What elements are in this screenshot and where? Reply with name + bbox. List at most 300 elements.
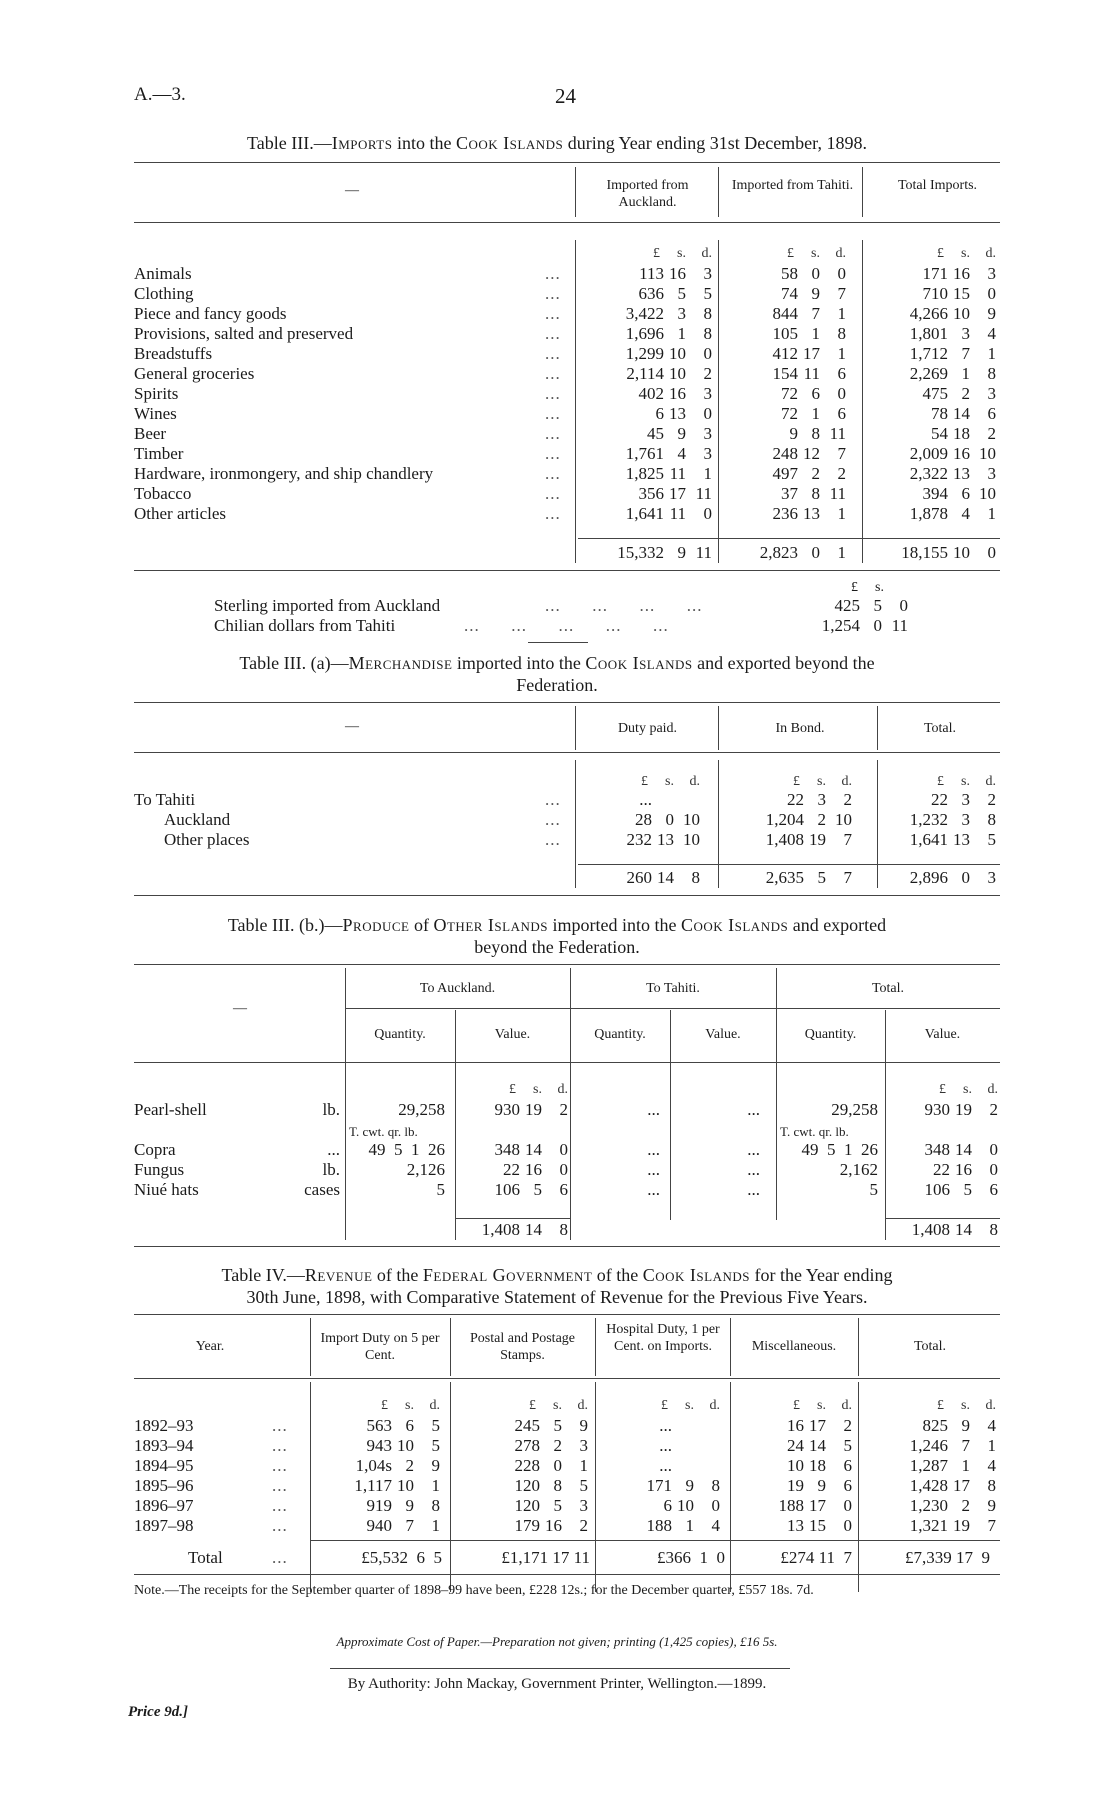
total-pounds: 2,269 [909, 364, 948, 383]
table4-currency-pound-sign: £ [661, 1398, 668, 1413]
miscellaneous-pounds: 10 [787, 1456, 804, 1475]
tahiti-pounds: 74 [781, 284, 798, 303]
hospital-duty-pence: 0 [711, 1496, 720, 1515]
hospital-duty-pounds: ... [659, 1416, 672, 1435]
auckland-pence: 2 [703, 364, 712, 383]
row-label: Animals [134, 264, 192, 283]
table4-currency-shilling-sign: s. [817, 1398, 826, 1413]
tahiti-shillings: 0 [811, 264, 820, 283]
table3b-currency-pound-sign: £ [509, 1082, 516, 1097]
total-value-pounds: 106 [924, 1180, 950, 1199]
total-pounds: 1,230 [909, 1496, 948, 1515]
in-bond-pence: 10 [835, 810, 852, 829]
total-pence: 8 [987, 1476, 996, 1495]
total-shillings: 13 [953, 464, 970, 483]
total-value-shillings: 14 [955, 1140, 972, 1159]
unit: lb. [322, 1100, 340, 1119]
table3b-auckland-val: Value. [494, 1027, 531, 1042]
auckland-shillings: 11 [669, 464, 686, 483]
auckland-shillings: 13 [669, 404, 686, 423]
miscellaneous-pence: 6 [843, 1476, 852, 1495]
auckland-value-pounds: 22 [503, 1160, 520, 1179]
leader-dots: ... [545, 264, 561, 283]
hospital-duty-shillings: 9 [685, 1476, 694, 1495]
year-label: 1895–96 [134, 1476, 194, 1495]
total-pence: 4 [987, 1456, 996, 1475]
table-row [0, 344, 1114, 364]
leader-dots: ... [272, 1456, 288, 1475]
table3a-currency-pound-sign: £ [641, 774, 648, 789]
import-duty-pounds: 563 [366, 1416, 392, 1435]
auckland-value-pence: 6 [559, 1180, 568, 1199]
auckland-quantity: 29,258 [398, 1100, 445, 1119]
auckland-total-pounds: 15,332 [617, 543, 664, 562]
table4-vrule [450, 1318, 451, 1376]
auckland-value-pence: 0 [559, 1160, 568, 1179]
table3-vrule [718, 167, 719, 217]
table3b-col-auckland: To Auckland. [419, 981, 496, 996]
in-bond-pounds: 1,408 [765, 830, 804, 849]
table3-top-rule [134, 162, 1000, 163]
year-label: 1896–97 [134, 1496, 194, 1515]
auckland-quantity: 2,126 [406, 1160, 445, 1179]
total-pounds: 1,712 [909, 344, 948, 363]
auckland-value-shillings: 5 [533, 1180, 542, 1199]
auckland-quantity: 49 5 1 26 [368, 1140, 445, 1159]
leader-dots: ... [545, 324, 561, 343]
grand-total-pounds: 2,896 [909, 868, 948, 887]
table-row [0, 424, 1114, 444]
table-row [0, 1456, 1114, 1476]
total-pence: 4 [987, 1416, 996, 1435]
tahiti-pence: 0 [837, 264, 846, 283]
miscellaneous-pounds: 13 [787, 1516, 804, 1535]
table3a-currency-row [0, 772, 1114, 792]
duty-paid-shillings: 0 [665, 810, 674, 829]
postal-pence: 1 [579, 1456, 588, 1475]
in-bond-shillings: 2 [817, 810, 826, 829]
tahiti-pence: 7 [837, 444, 846, 463]
total-value-total-pence: 8 [989, 1220, 998, 1239]
leader-dots: ... [545, 810, 561, 829]
table3b-top-rule [134, 964, 1000, 965]
import-duty-pence: 9 [431, 1456, 440, 1475]
auckland-pounds: 1,299 [625, 344, 664, 363]
postal-pence: 3 [579, 1436, 588, 1455]
auckland-pounds: 1,696 [625, 324, 664, 343]
auckland-value-total-shillings: 14 [525, 1220, 542, 1239]
leader-dots: ... [272, 1436, 288, 1455]
duty-total-pounds: 260 [626, 868, 652, 887]
total-shillings: 3 [961, 324, 970, 343]
total-value-total-shillings: 14 [955, 1220, 972, 1239]
tahiti-shillings: 11 [803, 364, 820, 383]
import-duty-shillings: 2 [405, 1456, 414, 1475]
total-pence: 7 [987, 1516, 996, 1535]
table3b-currency-row [0, 1080, 1114, 1100]
leader-dots: ... [545, 790, 561, 809]
in-bond-shillings: 19 [809, 830, 826, 849]
total-pence: 3 [987, 384, 996, 403]
table3b-total-row [0, 1220, 1114, 1240]
total-value-shillings: 5 [963, 1180, 972, 1199]
year-label: 1893–94 [134, 1436, 194, 1455]
auckland-pence: 3 [703, 264, 712, 283]
postal-shillings: 2 [553, 1436, 562, 1455]
table4-col-import: Import Duty on 5 per Cent. [320, 1331, 440, 1363]
table4-title-line2: 30th June, 1898, with Comparative Statement of Revenue for the Previous Five Years. [246, 1287, 868, 1307]
total-value-pounds: 22 [933, 1160, 950, 1179]
document-reference: A.—3. [134, 84, 186, 105]
leader-dots: ... [272, 1516, 288, 1535]
unit: lb. [322, 1160, 340, 1179]
postal-pounds: 120 [514, 1496, 540, 1515]
row-label: Tobacco [134, 484, 192, 503]
table3b-total-qty: Quantity. [804, 1027, 857, 1042]
row-label: Hardware, ironmongery, and ship chandlery [134, 464, 434, 483]
table3b-total-rule [885, 1218, 1000, 1219]
total-pence: 10 [979, 444, 996, 463]
tahiti-shillings: 7 [811, 304, 820, 323]
table3b-currency-pound-sign: £ [939, 1082, 946, 1097]
import-duty-shillings: 9 [405, 1496, 414, 1515]
total-value-pence: 6 [989, 1180, 998, 1199]
grand-total-pounds: 18,155 [901, 543, 948, 562]
tahiti-shillings: 1 [811, 324, 820, 343]
total-pounds: 1,428 [909, 1476, 948, 1495]
table4-currency-pence-sign: d. [841, 1398, 852, 1413]
hospital-duty-shillings: 10 [677, 1496, 694, 1515]
auckland-pence: 1 [703, 464, 712, 483]
total-shillings: 15 [953, 284, 970, 303]
table3b-auckland-qty: Quantity. [374, 1027, 426, 1042]
import-duty-pounds: 943 [366, 1436, 392, 1455]
import-duty-pounds: 940 [366, 1516, 392, 1535]
tahiti-pence: 11 [829, 424, 846, 443]
total-value-pounds: 930 [924, 1100, 950, 1119]
auckland-value-pounds: 930 [494, 1100, 520, 1119]
total-pounds: 710 [922, 284, 948, 303]
row-label: General groceries [134, 364, 255, 383]
tahiti-pence: 6 [837, 404, 846, 423]
total-pence: 8 [987, 364, 996, 383]
table3-currency-pence-sign: d. [701, 246, 712, 261]
table3b-total-val: Value. [924, 1027, 961, 1042]
miscellaneous-shillings: 18 [809, 1456, 826, 1475]
tahiti-shillings: 6 [811, 384, 820, 403]
tahiti-quantity: ... [647, 1160, 660, 1179]
unit: cases [304, 1180, 340, 1199]
table4-total-rule [310, 1540, 1000, 1541]
auckland-pounds: 1,641 [625, 504, 664, 523]
table3a-vrule [877, 706, 878, 750]
table3a-currency-pence-sign: d. [841, 774, 852, 789]
postal-pence: 9 [579, 1416, 588, 1435]
tahiti-quantity: ... [647, 1100, 660, 1119]
postal-pence: 3 [579, 1496, 588, 1515]
auckland-shillings: 5 [677, 284, 686, 303]
table3b-title: Table III. (b.)—Produce of Other Islands imported into the Cook Islands and exported [227, 915, 887, 935]
table4-currency-pence-sign: d. [429, 1398, 440, 1413]
import-duty-pounds: 919 [366, 1496, 392, 1515]
postal-shillings: 0 [553, 1456, 562, 1475]
total-pounds: 22 [931, 790, 948, 809]
auckland-pence: 8 [703, 324, 712, 343]
row-label: Timber [134, 444, 184, 463]
hospital-duty-pounds: ... [659, 1436, 672, 1455]
table3-stub-dash: — [345, 183, 359, 198]
table4-currency-pence-sign: d. [577, 1398, 588, 1413]
total-quantity: 2,162 [839, 1160, 878, 1179]
auckland-pounds: 402 [638, 384, 664, 403]
total-pounds: 78 [931, 404, 948, 423]
auckland-value-shillings: 14 [525, 1140, 542, 1159]
total-value-total-pounds: 1,408 [911, 1220, 950, 1239]
auckland-shillings: 9 [677, 424, 686, 443]
total-shillings: 3 [961, 790, 970, 809]
miscellaneous-pence: 5 [843, 1436, 852, 1455]
table3-vrule [575, 167, 576, 217]
postal-shillings: 5 [553, 1496, 562, 1515]
table4-currency-shilling-sign: s. [405, 1398, 414, 1413]
table-row [0, 1416, 1114, 1436]
table3b-currency-pence-sign: d. [557, 1082, 568, 1097]
postal-pence: 2 [579, 1516, 588, 1535]
table3-currency-pound-sign: £ [787, 246, 794, 261]
auckland-pence: 0 [703, 404, 712, 423]
total-pounds: 1,232 [909, 810, 948, 829]
import-duty-shillings: 10 [397, 1476, 414, 1495]
table4-col-misc: Miscellaneous. [751, 1339, 837, 1354]
tons-header-row [0, 1122, 1114, 1142]
table4-currency-shilling-sign: s. [685, 1398, 694, 1413]
table3b-tahiti-val: Value. [705, 1027, 741, 1042]
import-duty-pence: 1 [431, 1516, 440, 1535]
tahiti-pence: 7 [837, 284, 846, 303]
total-shillings: 16 [953, 444, 970, 463]
miscellaneous-shillings: 15 [809, 1516, 826, 1535]
table3-currency-pound-sign: £ [937, 246, 944, 261]
auckland-pence: 3 [703, 444, 712, 463]
total-shillings: 17 [953, 1476, 970, 1495]
duty-paid-pounds: ... [639, 790, 652, 809]
auckland-pence: 3 [703, 384, 712, 403]
tahiti-pounds: 154 [772, 364, 798, 383]
tahiti-shillings: 2 [811, 464, 820, 483]
total-shillings: 7 [961, 344, 970, 363]
row-label: Breadstuffs [134, 344, 213, 363]
table3a-currency-shilling-sign: s. [817, 774, 826, 789]
auckland-value-pence: 0 [559, 1140, 568, 1159]
year-label: 1894–95 [134, 1456, 194, 1475]
table4-currency-pound-sign: £ [793, 1398, 800, 1413]
tahiti-value: ... [747, 1180, 760, 1199]
tahiti-pounds: 412 [772, 344, 798, 363]
import-duty-pounds: 1,117 [354, 1476, 392, 1495]
auckland-pounds: 3,422 [625, 304, 664, 323]
table3a-currency-pound-sign: £ [793, 774, 800, 789]
total-shillings: 13 [953, 830, 970, 849]
auckland-shillings: 16 [669, 264, 686, 283]
tahiti-total-pence: 1 [837, 543, 846, 562]
row-label: Auckland [164, 810, 231, 829]
auckland-pounds: 356 [638, 484, 664, 503]
auckland-pounds: 113 [639, 264, 664, 283]
table-row [0, 1496, 1114, 1516]
grand-total-shillings: 0 [961, 868, 970, 887]
row-label: Wines [134, 404, 177, 423]
auckland-value-total-pence: 8 [559, 1220, 568, 1239]
duty-paid-pence: 10 [683, 830, 700, 849]
postal-shillings: 8 [553, 1476, 562, 1495]
row-label: Pearl-shell [134, 1100, 207, 1119]
price: Price 9d.] [128, 1704, 188, 1720]
miscellaneous-shillings: 17 [809, 1416, 826, 1435]
miscellaneous-shillings: 14 [809, 1436, 826, 1455]
total-pounds: 394 [922, 484, 948, 503]
miscellaneous-pence: 6 [843, 1456, 852, 1475]
table3a-vrule [575, 706, 576, 750]
tahiti-pence: 11 [829, 484, 846, 503]
row-label: Copra [134, 1140, 176, 1159]
table3b-total-rule [455, 1218, 570, 1219]
table3a-total-rule [578, 864, 1000, 865]
table-row [0, 484, 1114, 504]
bond-total-pounds: 2,635 [765, 868, 804, 887]
note: Note.—The receipts for the September quarter of 1898–99 have been, £228 12s.; for the December quarter, £557 18s. 7d. [134, 1583, 814, 1598]
hospital-duty-pence: 4 [711, 1516, 720, 1535]
import-duty-pounds: 1,04s [355, 1456, 392, 1475]
total-value-pence: 0 [989, 1160, 998, 1179]
hospital-duty-pounds: 6 [663, 1496, 672, 1515]
auckland-pence: 0 [703, 344, 712, 363]
table3-total-rule [578, 538, 1000, 539]
grand-total-shillings: 10 [953, 543, 970, 562]
duty-paid-pounds: 232 [626, 830, 652, 849]
table-row [0, 790, 1114, 810]
in-bond-shillings: 3 [817, 790, 826, 809]
table4-title: Table IV.—Revenue of the Federal Government of the Cook Islands for the Year ending [221, 1265, 893, 1285]
tahiti-pounds: 72 [781, 384, 798, 403]
import-duty-pence: 5 [431, 1416, 440, 1435]
duty-paid-shillings: 13 [657, 830, 674, 849]
auckland-shillings: 10 [669, 364, 686, 383]
table-row [0, 364, 1114, 384]
row-label: Other places [164, 830, 250, 849]
table4-currency-pound-sign: £ [937, 1398, 944, 1413]
miscellaneous-pence: 0 [843, 1516, 852, 1535]
table3b-bottom-rule [134, 1246, 1000, 1247]
table3a-vrule [718, 706, 719, 750]
table4-top-rule [134, 1314, 1000, 1315]
total-pounds: 1,641 [909, 830, 948, 849]
table-row [0, 304, 1114, 324]
tahiti-shillings: 1 [811, 404, 820, 423]
auckland-shillings: 4 [677, 444, 686, 463]
sterling-currency-row: £ s. [851, 580, 884, 595]
auckland-value-pounds: 106 [494, 1180, 520, 1199]
tahiti-shillings: 8 [811, 424, 820, 443]
table-row [0, 404, 1114, 424]
bond-total-pence: 7 [843, 868, 852, 887]
in-bond-pounds: 1,204 [765, 810, 804, 829]
table3-col-auckland: Imported from Auckland. [606, 178, 689, 210]
table3a-head-rule [134, 752, 1000, 753]
leader-dots: ... [545, 444, 561, 463]
tahiti-pounds: 248 [772, 444, 798, 463]
total-pounds: 475 [922, 384, 948, 403]
tahiti-pounds: 105 [772, 324, 798, 343]
leader-dots: ... [545, 344, 561, 363]
auckland-quantity: 5 [436, 1180, 445, 1199]
leader-dots: ... [545, 384, 561, 403]
short-rule [528, 642, 588, 643]
tahiti-quantity: ... [647, 1180, 660, 1199]
table-row [0, 830, 1114, 850]
leader-dots: ... [545, 830, 561, 849]
auckland-pounds: 1,825 [625, 464, 664, 483]
auckland-pence: 8 [703, 304, 712, 323]
miscellaneous-pounds: 19 [787, 1476, 804, 1495]
tahiti-pounds: 236 [772, 504, 798, 523]
tahiti-pounds: 37 [781, 484, 798, 503]
total-pence: 10 [979, 484, 996, 503]
total-quantity: 49 5 1 26 [801, 1140, 878, 1159]
miscellaneous-pounds: 16 [787, 1416, 804, 1435]
table4-currency-shilling-sign: s. [961, 1398, 970, 1413]
table3b-tahiti-qty: Quantity. [594, 1027, 646, 1042]
leader-dots: ... [272, 1496, 288, 1515]
table3b-col-tahiti: To Tahiti. [646, 981, 700, 996]
row-label: Provisions, salted and preserved [134, 324, 354, 343]
table3b-title-line2: beyond the Federation. [474, 937, 640, 957]
leader-dots: ... [272, 1416, 288, 1435]
tahiti-shillings: 9 [811, 284, 820, 303]
total-pounds: 825 [922, 1416, 948, 1435]
table-row [0, 1516, 1114, 1536]
tahiti-value: ... [747, 1160, 760, 1179]
import-duty-shillings: 6 [405, 1416, 414, 1435]
table3a-currency-pence-sign: d. [985, 774, 996, 789]
total-pence: 3 [987, 464, 996, 483]
total-value-pounds: 348 [924, 1140, 950, 1159]
auckland-value-total-pounds: 1,408 [481, 1220, 520, 1239]
total-pounds: 1,246 [909, 1436, 948, 1455]
grand-total-pence: 0 [987, 543, 996, 562]
in-bond-pounds: 22 [787, 790, 804, 809]
auckland-pounds: 1,761 [625, 444, 664, 463]
table-row [0, 1436, 1114, 1456]
table3b-currency-shilling-sign: s. [533, 1082, 542, 1097]
table3b-currency-shilling-sign: s. [963, 1082, 972, 1097]
tahiti-pence: 0 [837, 384, 846, 403]
tahiti-total-shillings: 0 [811, 543, 820, 562]
table3a-top-rule [134, 702, 1000, 703]
table3b-col-total: Total. [871, 981, 905, 996]
total-pounds: 2,322 [909, 464, 948, 483]
row-label: Piece and fancy goods [134, 304, 287, 323]
total-shillings: 10 [953, 304, 970, 323]
row-label: Clothing [134, 284, 194, 303]
total-pence: 2 [987, 424, 996, 443]
table3-head-rule [134, 222, 1000, 223]
total-pence: 5 [987, 830, 996, 849]
table-row [0, 324, 1114, 344]
total-shillings: 7 [961, 1436, 970, 1455]
table3-currency-row [0, 244, 1114, 264]
row-label: To Tahiti [134, 790, 196, 809]
page-number: 24 [555, 84, 576, 108]
